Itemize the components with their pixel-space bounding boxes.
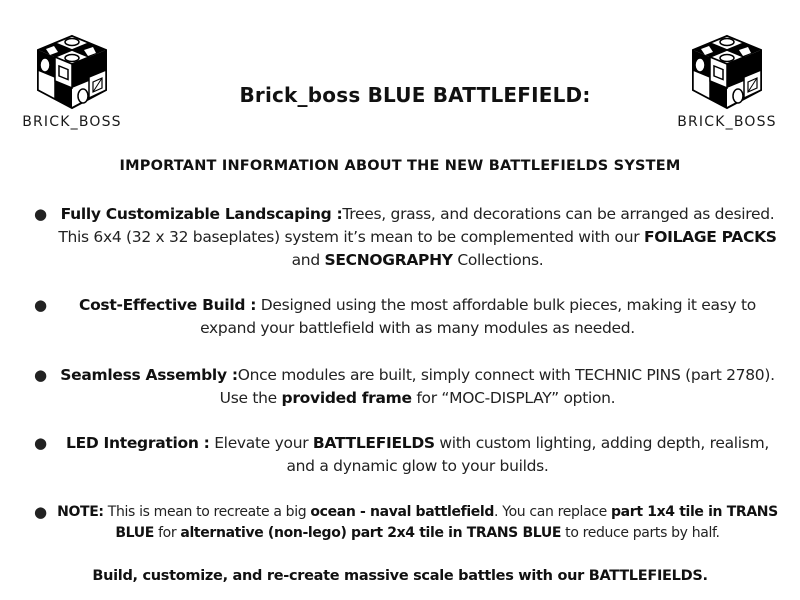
feature-text: [60, 366, 774, 407]
emphasis-text: FOILAGE PACKS: [643, 228, 777, 246]
bullet-icon: ●: [34, 434, 47, 452]
bullet-icon: ●: [34, 366, 47, 384]
emphasis-text: BATTLEFIELDS: [312, 434, 435, 452]
feature-item-assembly: [34, 364, 780, 410]
feature-heading: Fully Customizable Landscaping :: [60, 205, 343, 223]
body-text: Collections.: [452, 251, 544, 269]
feature-heading: Cost-Effective Build :: [79, 296, 257, 314]
body-text: This is mean to recreate a big: [103, 504, 311, 520]
body-text: Designed using the most affordable bulk pieces, making it easy to expand your battlefield with as many modules as needed.: [200, 296, 756, 337]
feature-text: [57, 504, 778, 541]
brand-logo-left: [7, 32, 137, 130]
brand-logo-right: [662, 32, 792, 130]
feature-item-cost: [34, 294, 780, 340]
page-title: Brick_boss BLUE BATTLEFIELD:: [239, 83, 591, 107]
feature-item-landscaping: [34, 203, 780, 272]
body-text: . You can replace: [494, 504, 612, 520]
brand-name: BRICK_BOSS: [677, 114, 777, 130]
body-text: Trees, grass, and decorations can be arranged as desired. This 6x4 (32 x 32 baseplates) system it’s mean to be complemented with our: [58, 205, 775, 246]
feature-text: [58, 205, 776, 269]
section-subtitle: IMPORTANT INFORMATION ABOUT THE NEW BATTLEFIELDS SYSTEM: [119, 158, 681, 174]
feature-heading: NOTE:: [57, 504, 104, 520]
feature-item-note: [34, 502, 780, 544]
emphasis-text: provided frame: [281, 389, 412, 407]
bullet-icon: ●: [34, 296, 47, 314]
body-text: for “MOC-DISPLAY” option.: [411, 389, 616, 407]
bullet-icon: ●: [34, 205, 47, 223]
emphasis-text: part 1x4 tile in TRANS BLUE: [115, 504, 778, 541]
body-text: with custom lighting, adding depth, realism, and a dynamic glow to your builds.: [286, 434, 769, 475]
feature-heading: Seamless Assembly :: [60, 366, 238, 384]
brand-name: BRICK_BOSS: [22, 114, 122, 130]
emphasis-text: SECNOGRAPHY: [324, 251, 453, 269]
body-text: Once modules are built, simply connect with TECHNIC PINS (part 2780). Use the: [219, 366, 775, 407]
body-text: to reduce parts by half.: [561, 525, 720, 541]
feature-heading: LED Integration :: [66, 434, 210, 452]
feature-text: [66, 434, 769, 475]
body-text: Elevate your: [209, 434, 313, 452]
bullet-icon: ●: [34, 503, 47, 521]
feature-item-led: [34, 432, 780, 478]
emphasis-text: alternative (non-lego) part 2x4 tile in TRANS BLUE: [180, 525, 562, 541]
body-text: and: [291, 251, 325, 269]
closing-tagline: Build, customize, and re-create massive scale battles with our BATTLEFIELDS.: [92, 568, 708, 584]
body-text: for: [153, 525, 181, 541]
feature-text: [79, 296, 756, 337]
emphasis-text: ocean - naval battlefield: [310, 504, 495, 520]
